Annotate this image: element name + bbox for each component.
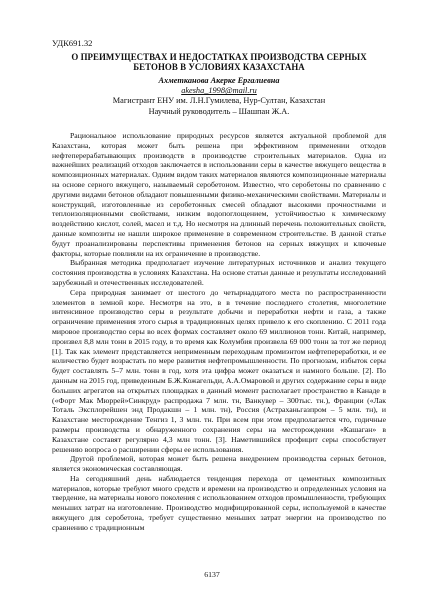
paper-title — [52, 52, 386, 72]
author-block — [52, 76, 386, 117]
author-email[interactable]: akesha_1998@mail.ru — [181, 86, 257, 96]
paragraph-methodology: Выбранная методика предполагает изучение литературных источников и анализ текущего состояния производства в условиях Казахстана. На основе статьи данные и результаты исследований зарубежный и отечественных исследователей. — [52, 258, 386, 287]
author-affiliation: Магистрант ЕНУ им. Л.Н.Гумилева, Нур-Султан, Казахстан — [112, 96, 326, 106]
author-name: Ахметканова Акерке Ергалиевна — [158, 76, 280, 85]
paragraph-introduction: Рациональное использование природных ресурсов является актуальной проблемой для Казахстана, которая может быть решена при эффективном применении отходов нефтеперерабатывающих производств в производстве строительных материалов. Одна из важнейших реализаций отходов заключается в использовании серы в качестве вяжущего вещества в композиционных материалах. Одним видом таких материалов являются композиционные материалы на основе серного вяжущего, называемый серобетоном. Известно, что серобетоны по сравнению с другими видами бетонов обладают повышенными физико-механическими свойствами. Материалы и конструкций, изготовленные из серобетонных смесей обладают высокими прочностными и теплоизоляционными свойствами, низким водопоглощением, устойчивостью к химическому воздействию кислот, солей, масел и т.д. Но несмотря на длинный перечень положительных свойств, данные композиты не нашли широкое применение в современном строительстве. В данной статье будут проанализированы перспективы применения бетонов на серных вяжущих и ключевые факторы, которые повлияли на их ограничение в производстве. — [52, 131, 386, 258]
paragraph-economic-problem: Другой проблемой, которая может быть решена внедрением производства серных бетонов, является экономическая составляющая. — [52, 454, 386, 474]
paper-title-line-1: О ПРЕИМУЩЕСТВАХ И НЕДОСТАТКАХ ПРОИЗВОДСТВА СЕРНЫХ — [71, 52, 367, 62]
article-body — [52, 131, 386, 533]
paragraph-sulfur-resources: Сера природная занимает от шестого до четырнадцатого места по распространенности элементов в земной коре. Несмотря на это, в в течение последнего столетия, многолетние интенсивное производство серы в результате добычи и переработки нефти и газа, а также ограничение применения этого сырья в традиционных целях привело к его скоплению. С 2011 года мировое производство серы во всех формах составляет около 69 миллионов тонн. Китай, например, произвел 8,8 млн тонн в 2015 году, в то время как Колумбия произвела 69 000 тонн за тот же период [1]. Так как элемент представляется неприменным переходным промиэнтом нефтепереработки, и ее количество будет возрастать по мере развития нефтепромышленности. По прогнозам, избыток серы будет составлять 5–7 млн. тонн в год, хотя эта цифра может оказаться и намного больше. [2]. По данным на 2015 год, приведенным Б.Ж.Кожагельди, А.А.Омаровой и других содержание серы в виде больших агрегатов на открытых площадках в данный момент располагает пространство в Канаде в («Форт Мак Мюррей»Синкруд» распродажа 7 млн. тн, Ванкувер – 300тыс. тн.), Франции («Лак Тоталь Эксплорейшен энд Продакшн – 1 млн. тн), Россия (Астраханьгазпром – 5 млн. тн), и Казахстане месторождение Тенгиз 1, 3 млн. тн. При всем при этом предполагается что, годичные размеры производства и обнаруженного сохранения серы на месторождении «Кашаган» в Казахстане составят регулярно 4,3 млн тонн. [3]. Наметившийся профицит серы способствует решению вопроса о расширении сферы ее использования. — [52, 287, 386, 454]
page-number: 6137 — [204, 570, 220, 579]
paper-title-line-2: БЕТОНОВ В УСЛОВИЯХ КАЗАХСТАНА — [133, 62, 305, 72]
paragraph-trend: На сегодняшний день наблюдается тенденция перехода от цементных композитных материалов, которые требуют много средств и времени на производство и определенных условия на твердение, на материалы нового поколения с использованием отходов промышленности, требующих меньших затрат на изготовление. Производство модифицированной серы, используемой в качестве вяжущего для серобетона, требует существенно меньших затрат энергии на производство по сравнению с традиционным — [52, 473, 386, 532]
udc-code: УДК691.32 — [52, 38, 93, 48]
supervisor: Научный руководитель – Шашпан Ж.А. — [148, 106, 290, 116]
